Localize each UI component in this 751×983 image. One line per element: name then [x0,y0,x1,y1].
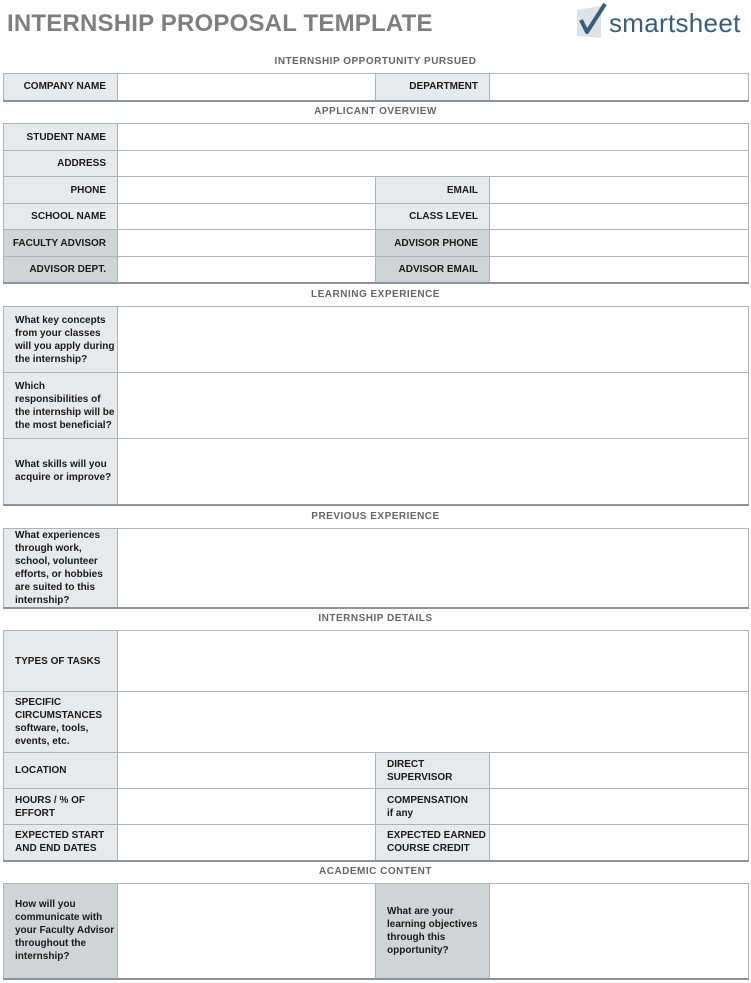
learning-table [3,306,749,506]
specific-circumstances-sub: software, tools, events, etc. [15,723,89,747]
advisor-dept-label: ADVISOR DEPT. [4,257,118,283]
school-name-field[interactable] [118,204,376,230]
company-name-field[interactable] [118,74,376,101]
page-title: INTERNSHIP PROPOSAL TEMPLATE [7,10,433,37]
company-name-label: COMPANY NAME [4,74,118,101]
email-field[interactable] [490,177,749,204]
department-label: DEPARTMENT [376,74,490,101]
learning-answer-1[interactable] [118,307,749,373]
section-header-learning: LEARNING EXPERIENCE [311,289,440,300]
section-header-applicant: APPLICANT OVERVIEW [314,106,437,117]
advisor-phone-field[interactable] [490,230,749,257]
location-field[interactable] [118,753,376,789]
smartsheet-logo [575,2,747,42]
learning-answer-3[interactable] [118,439,749,505]
specific-circumstances-title: SPECIFIC CIRCUMSTANCES [15,697,103,721]
previous-table [3,528,749,609]
faculty-advisor-label: FACULTY ADVISOR [4,230,118,257]
compensation-title: COMPENSATION [387,794,468,806]
specific-circumstances-label [4,692,118,753]
hours-field[interactable] [118,789,376,825]
advisor-dept-field[interactable] [118,257,376,283]
learning-question-3: What skills will you acquire or improve? [4,439,118,505]
previous-question-1: What experiences through work, school, volunteer efforts, or hobbies are suited to this internship? [4,529,118,609]
previous-answer-1[interactable] [118,529,749,609]
department-field[interactable] [490,74,749,101]
academic-question-2: What are your learning objectives through this opportunity? [376,884,490,979]
course-credit-label: EXPECTED EARNED COURSE CREDIT [376,825,490,861]
academic-table [3,883,749,980]
address-label: ADDRESS [4,151,118,177]
compensation-sub: if any [387,807,414,819]
start-end-dates-label: EXPECTED START AND END DATES [4,825,118,861]
types-of-tasks-label: TYPES OF TASKS [4,631,118,692]
direct-supervisor-field[interactable] [490,753,749,789]
direct-supervisor-label: DIRECT SUPERVISOR [376,753,490,789]
address-field[interactable] [118,151,749,177]
student-name-field[interactable] [118,124,749,151]
section-header-details: INTERNSHIP DETAILS [318,613,433,624]
logo-wordmark: smartsheet [609,8,741,38]
compensation-field[interactable] [490,789,749,825]
academic-answer-2[interactable] [490,884,749,979]
learning-question-1: What key concepts from your classes will you apply during the internship? [4,307,118,373]
student-name-label: STUDENT NAME [4,124,118,151]
section-header-academic: ACADEMIC CONTENT [319,866,432,877]
learning-question-2: Which responsibilities of the internship will be the most beneficial? [4,373,118,439]
details-table [3,630,749,862]
academic-question-1: How will you communicate with your Faculty Advisor throughout the internship? [4,884,118,979]
start-end-dates-field[interactable] [118,825,376,861]
hours-label: HOURS / % OF EFFORT [4,789,118,825]
applicant-table [3,123,749,284]
opportunity-table [3,73,749,102]
class-level-field[interactable] [490,204,749,230]
phone-label: PHONE [4,177,118,204]
advisor-phone-label: ADVISOR PHONE [376,230,490,257]
specific-circumstances-field[interactable] [118,692,749,753]
faculty-advisor-field[interactable] [118,230,376,257]
phone-field[interactable] [118,177,376,204]
section-header-previous: PREVIOUS EXPERIENCE [311,511,440,522]
compensation-label [376,789,490,825]
course-credit-field[interactable] [490,825,749,861]
email-label: EMAIL [376,177,490,204]
school-name-label: SCHOOL NAME [4,204,118,230]
academic-answer-1[interactable] [118,884,376,979]
section-header-opportunity: INTERNSHIP OPPORTUNITY PURSUED [274,56,477,67]
class-level-label: CLASS LEVEL [376,204,490,230]
advisor-email-field[interactable] [490,257,749,283]
location-label: LOCATION [4,753,118,789]
checkmark-icon [575,2,609,42]
learning-answer-2[interactable] [118,373,749,439]
types-of-tasks-field[interactable] [118,631,749,692]
advisor-email-label: ADVISOR EMAIL [376,257,490,283]
